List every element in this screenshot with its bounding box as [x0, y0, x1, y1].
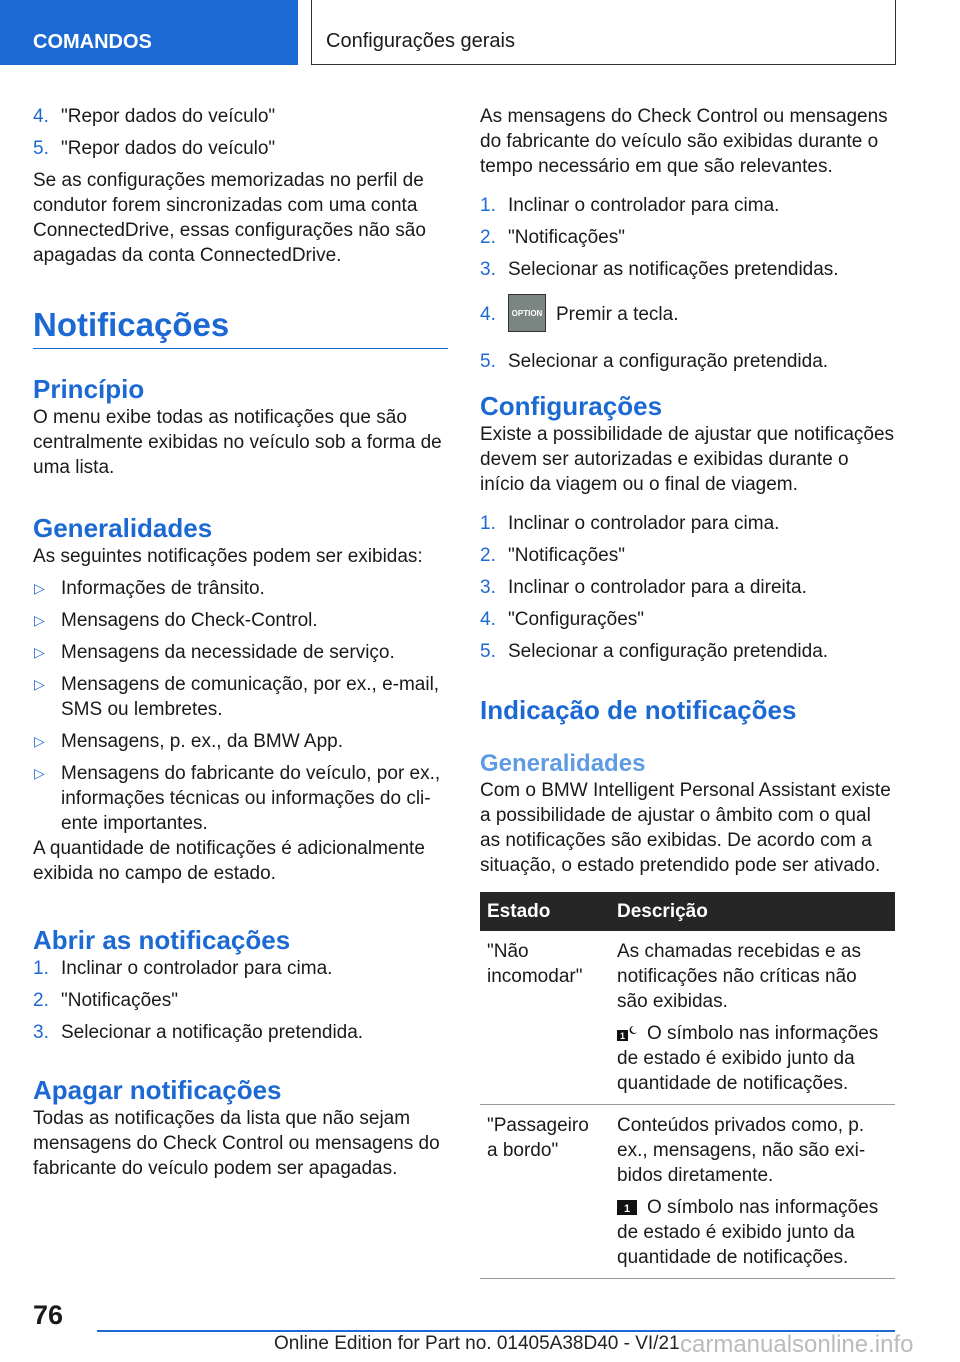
step-number: 3.: [33, 1022, 49, 1043]
step-text: Selecionar a configuração pretendida.: [508, 351, 829, 372]
triangle-bullet-icon: ▷: [34, 580, 45, 596]
bullet-text: Mensagens do Check-Control.: [61, 610, 318, 631]
paragraph-check-control: As mensagens do Check Control ou mensagens do fabricante do veículo são exibidas durante o tempo necessário em que são relevantes.: [480, 106, 888, 177]
description-text: Conteúdos privados como, p. ex., mensagens, não são exibidos diretamente.: [617, 1115, 866, 1186]
list-item: [480, 349, 895, 374]
step-number: 1.: [33, 958, 49, 979]
bullet-text: Mensagens, p. ex., da BMW App.: [61, 731, 343, 752]
paragraph-quantidade: A quantidade de notificações é adicionalmente exibida no campo de estado.: [33, 838, 425, 884]
bullet-text: Mensagens do fabricante do veículo, por ex., informações técnicas ou informações do cliente importantes.: [61, 763, 441, 834]
bullet-item: [33, 640, 448, 665]
section-generalidades: [33, 513, 448, 886]
step-number: 2.: [480, 227, 496, 248]
section-abrir: [33, 925, 448, 1052]
right-column: [480, 104, 895, 381]
heading-notificacoes: Notificações: [33, 306, 448, 349]
description-text: As chamadas recebidas e as notificações não críticas não são exibidas.: [617, 941, 861, 1012]
step-number: 3.: [480, 577, 496, 598]
paragraph-sync: Se as configurações memorizadas no perfil de condutor forem sincronizadas com uma conta ConnectedDrive, essas configurações não são apagadas da conta ConnectedDrive.: [33, 170, 426, 266]
step-text: "Notificações": [61, 990, 178, 1011]
bullet-text: Mensagens da necessidade de serviço.: [61, 642, 395, 663]
option-key-icon: OPTION: [508, 294, 546, 332]
triangle-bullet-icon: ▷: [34, 644, 45, 660]
paragraph-configuracoes: Existe a possibilidade de ajustar que notificações devem ser autorizadas e exibidas durante o início da viagem ou o final de viagem.: [480, 424, 895, 495]
step-number: 4.: [33, 106, 49, 127]
paragraph-apagar: Todas as notificações da lista que não sejam mensagens do Check Control ou mensagens do fabricante do veículo podem ser apagadas.: [33, 1108, 440, 1179]
svg-text:1: 1: [624, 1203, 631, 1215]
list-item: [33, 956, 448, 981]
list-item: [480, 225, 895, 250]
table-row: [480, 931, 895, 1105]
heading-apagar: Apagar notificações: [33, 1075, 282, 1105]
bullet-item: [33, 729, 448, 754]
triangle-bullet-icon: ▷: [34, 765, 45, 781]
step-number: 1.: [480, 513, 496, 534]
note: [617, 1195, 888, 1270]
triangle-bullet-icon: ▷: [34, 676, 45, 692]
step-text: Premir a tecla.: [556, 304, 679, 325]
left-column: [33, 104, 448, 268]
step-number: 4.: [480, 304, 496, 325]
page-number: 76: [33, 1300, 64, 1330]
step-text: Selecionar a configuração pretendida.: [508, 641, 829, 662]
step-text: "Notificações": [508, 227, 625, 248]
list-item: [480, 607, 895, 632]
list-item: [33, 1020, 448, 1045]
page-header-title: Configurações gerais: [311, 0, 896, 65]
bullet-item: [33, 576, 448, 601]
step-text: Selecionar as notificações pretendidas.: [508, 259, 839, 280]
bullet-item: [33, 608, 448, 633]
do-not-disturb-icon: [617, 1025, 637, 1041]
step-number: 5.: [480, 641, 496, 662]
bullet-item: [33, 672, 448, 722]
list-item: [33, 988, 448, 1013]
paragraph-principio: O menu exibe todas as notificações que são centralmente exibidas no veículo sob a forma de uma lista.: [33, 407, 442, 478]
triangle-bullet-icon: ▷: [34, 612, 45, 628]
list-item: [480, 193, 895, 218]
heading-principio: Princípio: [33, 374, 145, 404]
heading-generalidades-sub: Generalidades: [480, 750, 646, 777]
heading-configuracoes: Configurações: [480, 391, 663, 421]
list-item: [33, 104, 448, 129]
step-number: 1.: [480, 195, 496, 216]
list-item: [480, 511, 895, 536]
section-generalidades-indicacao: [480, 750, 895, 878]
step-number: 2.: [480, 545, 496, 566]
list-item: [480, 575, 895, 600]
paragraph-assistant: Com o BMW Intelligent Personal Assistant existe a possibilidade de ajustar o âmbito com o qual as notificações são exibidas. De acordo com a situação, o estado pretendido pode ser ativado.: [480, 780, 891, 876]
list-item: [480, 639, 895, 664]
table-row: [480, 1105, 895, 1279]
paragraph-generalidades: As seguintes notificações podem ser exibidas:: [33, 546, 423, 567]
cell-estado: "Não incomodar": [480, 931, 610, 1105]
section-principio: [33, 374, 448, 480]
step-number: 5.: [480, 351, 496, 372]
section-configuracoes: [480, 391, 895, 671]
section-tab: COMANDOS: [0, 0, 298, 65]
step-number: 5.: [33, 138, 49, 159]
step-text: "Notificações": [508, 545, 625, 566]
column-header-estado: Estado: [480, 892, 610, 931]
step-text: "Configurações": [508, 609, 645, 630]
heading-abrir: Abrir as notificações: [33, 925, 291, 955]
step-text: Inclinar o controlador para a direita.: [508, 577, 807, 598]
triangle-bullet-icon: ▷: [34, 733, 45, 749]
step-number: 4.: [480, 609, 496, 630]
cell-descricao: [610, 931, 895, 1105]
note-text: O símbolo nas informações de estado é exibido junto da quantidade de notificações.: [617, 1197, 879, 1268]
svg-text:1: 1: [620, 1031, 626, 1041]
passenger-icon: [617, 1199, 637, 1215]
list-item: [480, 543, 895, 568]
heading-indicacao: Indicação de notificações: [480, 695, 797, 725]
step-text: Inclinar o controlador para cima.: [508, 195, 780, 216]
step-number: 2.: [33, 990, 49, 1011]
edition-text: Online Edition for Part no. 01405A38D40 - VI/21: [274, 1333, 680, 1354]
cell-estado: "Passageiro a bordo": [480, 1105, 610, 1279]
step-text: Inclinar o controlador para cima.: [508, 513, 780, 534]
list-item: [33, 136, 448, 161]
bullet-text: Mensagens de comunicação, por ex., e-mail, SMS ou lembretes.: [61, 674, 440, 720]
list-item: [480, 302, 895, 342]
heading-generalidades: Generalidades: [33, 513, 213, 543]
bullet-item: [33, 761, 448, 836]
step-text: "Repor dados do veículo": [61, 138, 276, 159]
bullet-text: Informações de trânsito.: [61, 578, 265, 599]
step-text: "Repor dados do veículo": [61, 106, 276, 127]
cell-descricao: [610, 1105, 895, 1279]
step-number: 3.: [480, 259, 496, 280]
column-header-descricao: Descrição: [610, 892, 895, 931]
watermark: carmanualsonline.info: [680, 1331, 914, 1358]
section-apagar: [33, 1075, 448, 1181]
note: [617, 1021, 888, 1096]
list-item: [480, 257, 895, 282]
status-table: [480, 892, 895, 1279]
note-text: O símbolo nas informações de estado é exibido junto da quantidade de notificações.: [617, 1023, 879, 1094]
step-text: Selecionar a notificação pretendida.: [61, 1022, 364, 1043]
step-text: Inclinar o controlador para cima.: [61, 958, 333, 979]
